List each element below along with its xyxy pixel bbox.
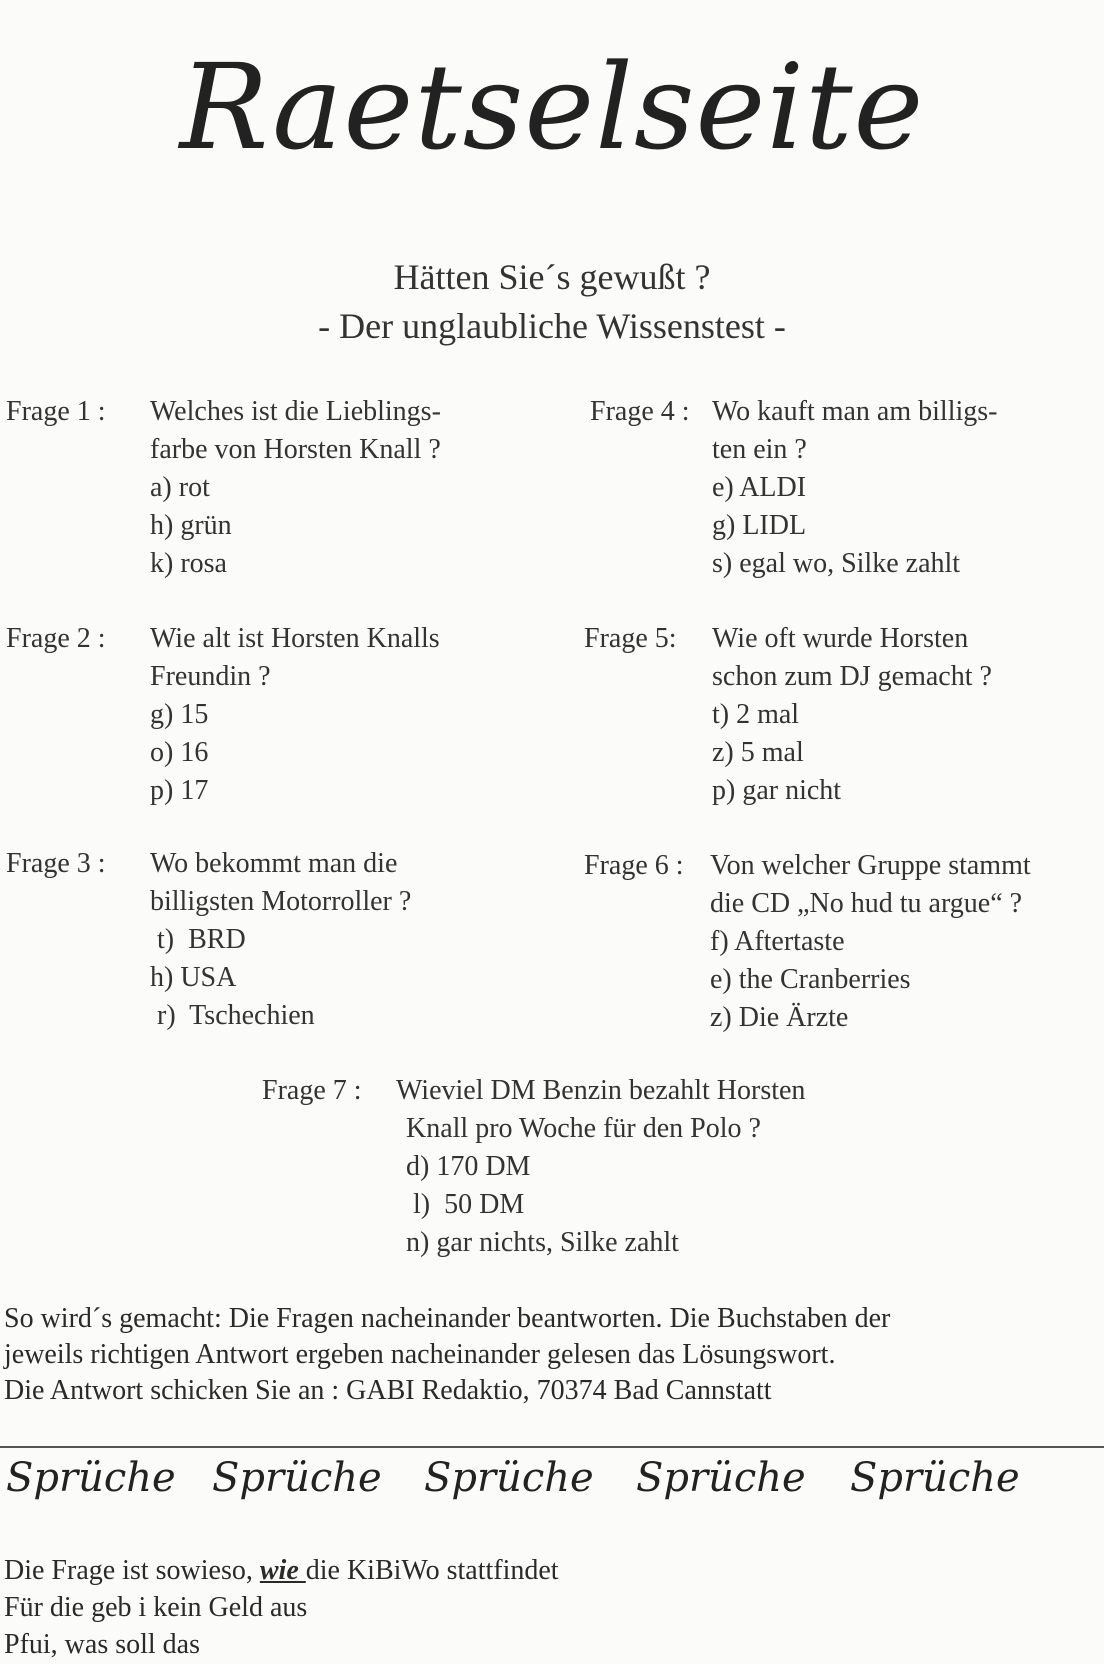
answer-option: h) USA bbox=[150, 962, 237, 993]
question-label: Frage 1 : bbox=[6, 396, 106, 427]
answer-option: p) gar nicht bbox=[712, 775, 842, 806]
instructions-line: So wird´s gemacht: Die Fragen nacheinander beantworten. Die Buchstaben der bbox=[4, 1303, 891, 1334]
instructions-line: jeweils richtigen Antwort ergeben nacheinander gelesen das Lösungswort. bbox=[4, 1339, 836, 1370]
saying: Die Frage ist sowieso, wie die KiBiWo stattfindet bbox=[4, 1555, 559, 1586]
question-text: Von welcher Gruppe stammt bbox=[710, 850, 1031, 881]
sprueche-heading: Sprüche bbox=[212, 1455, 382, 1501]
question-text: schon zum DJ gemacht ? bbox=[712, 661, 992, 692]
sprueche-heading: Sprüche bbox=[850, 1455, 1020, 1501]
sayings-list bbox=[4, 1552, 559, 1663]
answer-option: e) the Cranberries bbox=[710, 964, 911, 995]
question-text: Wieviel DM Benzin bezahlt Horsten bbox=[396, 1075, 806, 1106]
sprueche-heading: Sprüche bbox=[424, 1455, 594, 1501]
saying: Für die geb i kein Geld aus bbox=[4, 1592, 308, 1623]
question-text: Welches ist die Lieblings- bbox=[150, 396, 441, 427]
subtitle-line-1: Hätten Sie´s gewußt ? bbox=[393, 257, 711, 297]
question-label: Frage 5: bbox=[584, 623, 677, 654]
answer-option: a) rot bbox=[150, 472, 210, 503]
question-label: Frage 3 : bbox=[6, 848, 106, 879]
instructions-line: Die Antwort schicken Sie an : GABI Redaktio, 70374 Bad Cannstatt bbox=[4, 1375, 772, 1406]
answer-option: g) 15 bbox=[150, 699, 209, 730]
answer-option: k) rosa bbox=[150, 548, 227, 579]
question-text: billigsten Motorroller ? bbox=[150, 886, 412, 917]
answer-option: r) Tschechien bbox=[150, 1000, 315, 1031]
sprueche-heading: Sprüche bbox=[636, 1455, 806, 1501]
question-label: Frage 6 : bbox=[584, 850, 684, 881]
answer-option: n) gar nichts, Silke zahlt bbox=[406, 1227, 679, 1258]
answer-option: g) LIDL bbox=[712, 510, 807, 541]
answer-option: z) Die Ärzte bbox=[710, 1002, 849, 1033]
page-title: Raetselseite bbox=[179, 38, 925, 176]
question-text: Knall pro Woche für den Polo ? bbox=[406, 1113, 761, 1144]
answer-option: z) 5 mal bbox=[712, 737, 804, 768]
question-text: farbe von Horsten Knall ? bbox=[150, 434, 441, 465]
answer-option: l) 50 DM bbox=[406, 1189, 525, 1220]
answer-option: s) egal wo, Silke zahlt bbox=[712, 548, 961, 579]
instructions bbox=[4, 1301, 890, 1409]
question-text: ten ein ? bbox=[712, 434, 807, 465]
question-text: Wo bekommt man die bbox=[150, 848, 398, 879]
divider bbox=[0, 1446, 1104, 1448]
question-label: Frage 2 : bbox=[6, 623, 106, 654]
answer-option: o) 16 bbox=[150, 737, 209, 768]
answer-option: t) 2 mal bbox=[712, 699, 800, 730]
question-text: Wie oft wurde Horsten bbox=[712, 623, 969, 654]
subtitle-line-2: - Der unglaubliche Wissenstest - bbox=[318, 306, 786, 346]
answer-option: p) 17 bbox=[150, 775, 209, 806]
answer-option: t) BRD bbox=[150, 924, 246, 955]
question-text: Wo kauft man am billigs- bbox=[712, 396, 998, 427]
answer-option: e) ALDI bbox=[712, 472, 807, 503]
sprueche-heading: Sprüche bbox=[6, 1455, 176, 1501]
question-label: Frage 4 : bbox=[590, 396, 690, 427]
saying: Pfui, was soll das bbox=[4, 1629, 200, 1660]
answer-option: d) 170 DM bbox=[406, 1151, 531, 1182]
answer-option: h) grün bbox=[150, 510, 232, 541]
question-text: die CD „No hud tu argue“ ? bbox=[710, 888, 1023, 919]
answer-option: f) Aftertaste bbox=[710, 926, 845, 957]
question-label: Frage 7 : bbox=[262, 1075, 362, 1106]
question-text: Wie alt ist Horsten Knalls bbox=[150, 623, 440, 654]
question-text: Freundin ? bbox=[150, 661, 271, 692]
saying-emphasis: wie bbox=[259, 1555, 306, 1586]
